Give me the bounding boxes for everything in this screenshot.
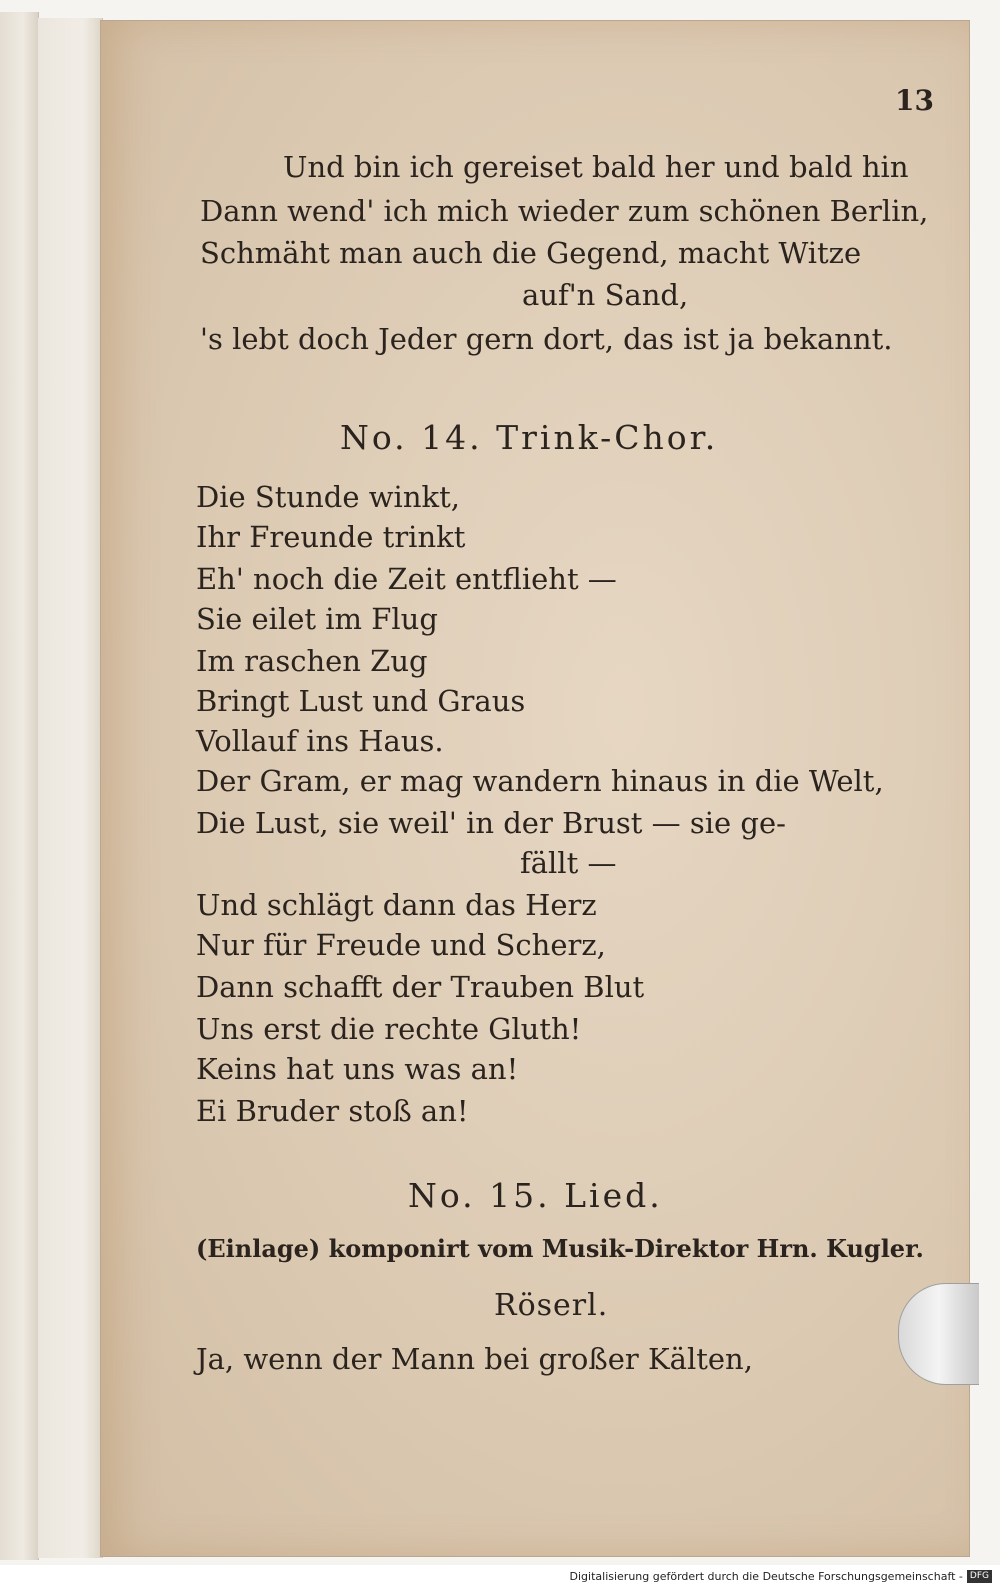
verse-line: fällt — [520, 846, 617, 880]
verse-line: Eh' noch die Zeit entflieht — [196, 562, 617, 596]
stanza-line: 's lebt doch Jeder gern dort, das ist ja bekannt. [200, 322, 893, 356]
verse-line: Die Stunde winkt, [196, 480, 460, 514]
verse-line: Dann schafft der Trauben Blut [196, 970, 645, 1004]
verse-line: Nur für Freude und Scherz, [196, 928, 606, 962]
left-page-edge-inner [38, 18, 103, 1558]
digitization-credit [570, 1567, 992, 1585]
left-page-edge [0, 12, 39, 1560]
page-number: 13 [895, 84, 934, 117]
stanza-line: Dann wend' ich mich wieder zum schönen Berlin, [200, 194, 929, 228]
verse-line: Die Lust, sie weil' in der Brust — sie ge- [196, 806, 786, 840]
verse-line: Der Gram, er mag wandern hinaus in die Welt, [196, 764, 884, 798]
verse-line: Und schlägt dann das Herz [196, 888, 597, 922]
section-15-subtitle: (Einlage) komponirt vom Musik-Direktor Hrn. Kugler. [196, 1234, 924, 1263]
speaker-name: Röserl. [494, 1288, 609, 1323]
verse-line: Keins hat uns was an! [196, 1052, 519, 1086]
verse-line: Im raschen Zug [196, 644, 428, 678]
verse-line: Sie eilet im Flug [196, 602, 438, 636]
credit-text: Digitalisierung gefördert durch die Deutsche Forschungsgemeinschaft - [569, 1569, 963, 1583]
dfg-logo: DFG [967, 1570, 992, 1583]
stanza-line: auf'n Sand, [522, 278, 689, 312]
verse-line: Ja, wenn der Mann bei großer Kälten, [196, 1342, 753, 1376]
section-15-heading: No. 15. Lied. [408, 1176, 663, 1215]
verse-line: Ei Bruder stoß an! [196, 1094, 469, 1128]
stanza-line: Und bin ich gereiset bald her und bald hin [283, 150, 909, 184]
verse-line: Uns erst die rechte Gluth! [196, 1012, 582, 1046]
verse-line: Ihr Freunde trinkt [196, 520, 466, 554]
section-14-heading: No. 14. Trink-Chor. [340, 418, 719, 457]
stanza-line: Schmäht man auch die Gegend, macht Witze [200, 236, 862, 270]
verse-line: Bringt Lust und Graus [196, 684, 526, 718]
verse-line: Vollauf ins Haus. [196, 724, 444, 758]
page-tab-marker [898, 1283, 979, 1385]
